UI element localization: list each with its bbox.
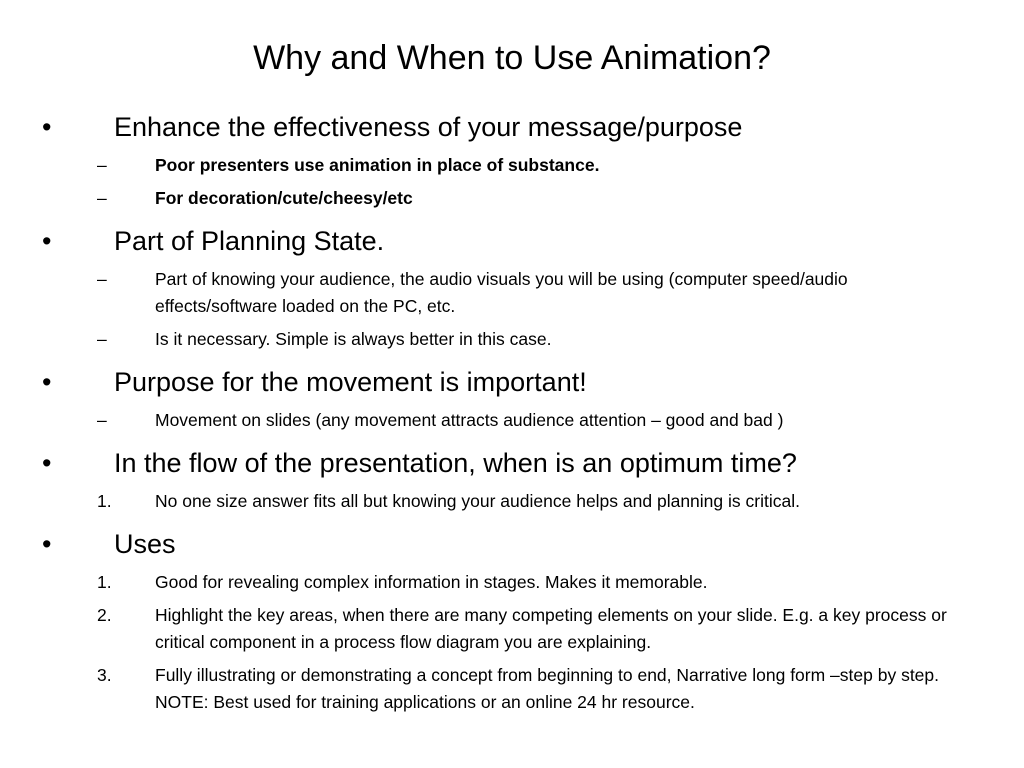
bullet-text: Purpose for the movement is important! <box>114 367 587 397</box>
bullet-marker: • <box>42 112 52 142</box>
bullet-text: In the flow of the presentation, when is an optimum time? <box>114 448 797 478</box>
sub-bullet-text: Poor presenters use animation in place of substance. <box>155 155 600 175</box>
dash-marker: – <box>97 188 107 208</box>
sub-bullet-item <box>0 326 1024 353</box>
bullet-item <box>0 110 1024 144</box>
bullet-item <box>0 527 1024 561</box>
sub-bullet-item <box>0 152 1024 179</box>
bullet-text: Enhance the effectiveness of your message/purpose <box>114 112 743 142</box>
numbered-item <box>0 569 1024 596</box>
dash-marker: – <box>97 269 107 289</box>
numbered-item <box>0 602 1024 656</box>
sub-bullet-item <box>0 185 1024 212</box>
numbered-item-text: No one size answer fits all but knowing your audience helps and planning is critical. <box>155 491 800 511</box>
dash-marker: – <box>97 410 107 430</box>
bullet-marker: • <box>42 529 52 559</box>
bullet-item <box>0 446 1024 480</box>
numbered-item <box>0 662 1024 716</box>
bullet-item <box>0 365 1024 399</box>
numbered-item-text: Highlight the key areas, when there are many competing elements on your slide. E.g. a key process or critical component in a process flow diagram you are explaining. <box>155 605 947 652</box>
bullet-text: Part of Planning State. <box>114 226 385 256</box>
number-marker: 1. <box>97 572 112 592</box>
sub-bullet-item <box>0 266 1024 320</box>
number-marker: 2. <box>97 605 112 625</box>
sub-bullet-item <box>0 407 1024 434</box>
numbered-item <box>0 488 1024 515</box>
number-marker: 1. <box>97 491 112 511</box>
bullet-item <box>0 224 1024 258</box>
bullet-marker: • <box>42 226 52 256</box>
sub-bullet-text: Part of knowing your audience, the audio visuals you will be using (computer speed/audio effects/software loaded on the PC, etc. <box>155 269 848 316</box>
bullet-text: Uses <box>114 529 176 559</box>
slide-title: Why and When to Use Animation? <box>253 39 771 77</box>
numbered-item-text: Good for revealing complex information in stages. Makes it memorable. <box>155 572 708 592</box>
slide-content <box>0 104 1024 716</box>
bullet-marker: • <box>42 367 52 397</box>
sub-bullet-text: Movement on slides (any movement attracts audience attention – good and bad ) <box>155 410 784 430</box>
sub-bullet-text: Is it necessary. Simple is always better in this case. <box>155 329 552 349</box>
dash-marker: – <box>97 329 107 349</box>
sub-bullet-text: For decoration/cute/cheesy/etc <box>155 188 413 208</box>
dash-marker: – <box>97 155 107 175</box>
bullet-marker: • <box>42 448 52 478</box>
number-marker: 3. <box>97 665 112 685</box>
numbered-item-text: Fully illustrating or demonstrating a concept from beginning to end, Narrative long form –step by step. NOTE: Best used for training applications or an online 24 hr resource. <box>155 665 940 712</box>
